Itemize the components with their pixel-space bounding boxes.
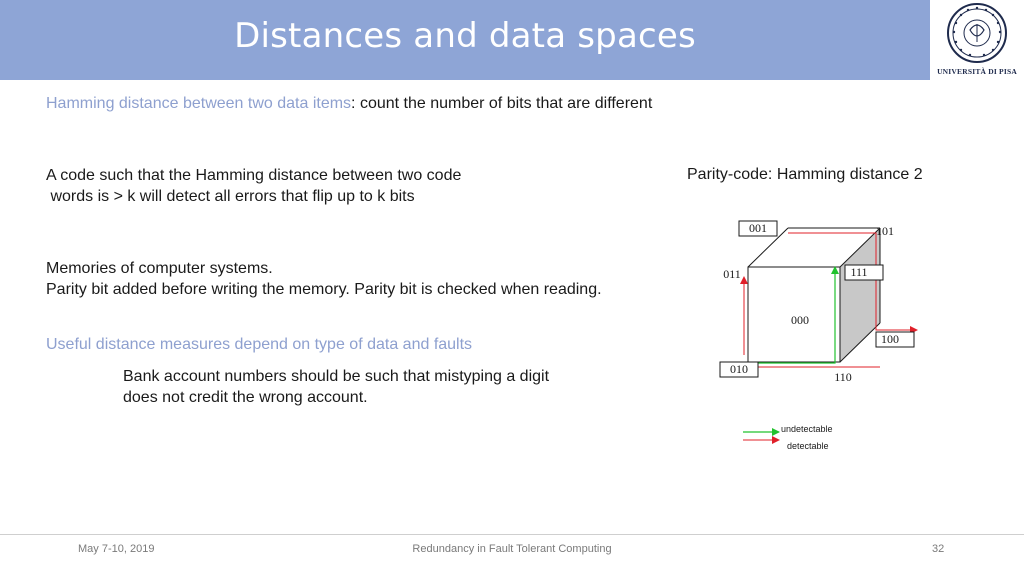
footer-date: May 7-10, 2019 [78, 543, 155, 555]
footer-title: Redundancy in Fault Tolerant Computing [412, 543, 612, 555]
bank-text-line1: Bank account numbers should be such that mistyping a digit [123, 368, 550, 385]
hamming-definition [46, 95, 652, 113]
node-100: 100 [881, 332, 899, 346]
useful-distance-heading: Useful distance measures depend on type of data and faults [46, 336, 473, 353]
memories-text-line1: Memories of computer systems. [46, 260, 273, 277]
node-101: 101 [876, 224, 894, 238]
node-011: 011 [723, 267, 741, 281]
parity-cube-diagram [710, 205, 960, 465]
hamming-term: Hamming distance between two data items [46, 95, 352, 112]
node-111: 111 [850, 265, 868, 279]
diagram-caption: Parity-code: Hamming distance 2 [687, 166, 923, 183]
code-text-line1: A code such that the Hamming distance between two code [46, 167, 462, 184]
university-logo [930, 0, 1024, 80]
node-010: 010 [730, 362, 748, 376]
bank-text-line2: does not credit the wrong account. [123, 389, 368, 406]
page-number: 32 [932, 543, 945, 555]
seal-icon [930, 0, 1024, 66]
node-001: 001 [749, 221, 767, 235]
title-bar [0, 0, 930, 80]
slide-title: Distances and data spaces [234, 16, 696, 56]
legend-undetectable: undetectable [781, 424, 833, 434]
footer-divider [0, 534, 1024, 535]
code-text-line2: words is > k will detect all errors that flip up to k bits [46, 188, 415, 205]
memories-text-line2: Parity bit added before writing the memory. Parity bit is checked when reading. [46, 281, 602, 298]
legend-detectable: detectable [787, 441, 829, 451]
parity-cube-svg [710, 205, 960, 460]
node-000: 000 [791, 313, 809, 327]
university-name: UNIVERSITÀ DI PISA [937, 67, 1017, 76]
hamming-def-text: : count the number of bits that are different [351, 95, 653, 112]
node-110: 110 [834, 370, 852, 384]
